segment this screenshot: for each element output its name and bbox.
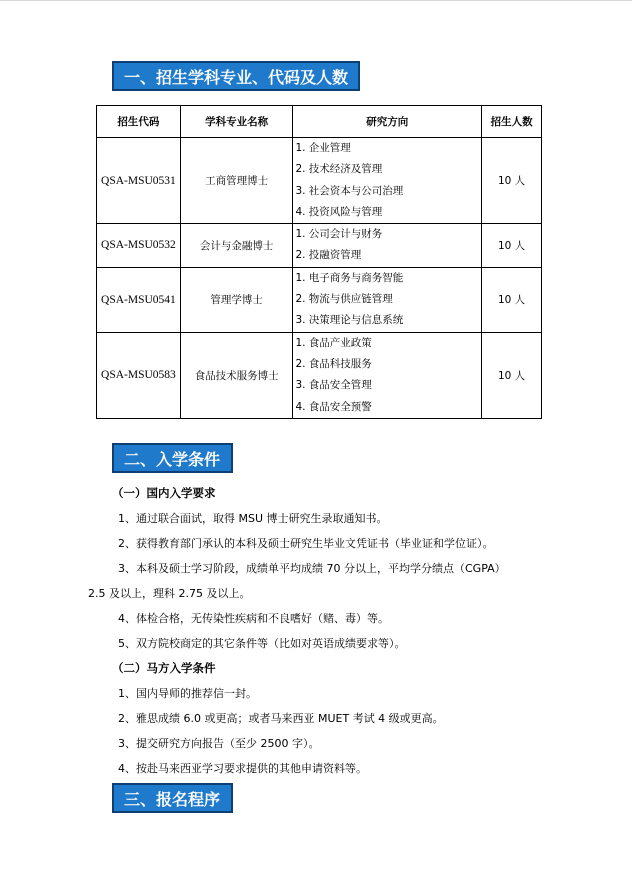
- program-name: 食品技术服务博士: [180, 332, 293, 418]
- direction-item: 2. 投融资管理: [295, 249, 362, 262]
- program-count: 10 人: [482, 224, 542, 268]
- direction-item: 1. 企业管理: [295, 142, 351, 154]
- program-name: 管理学博士: [180, 267, 293, 332]
- requirement-item: 4、按赴马来西亚学习要求提供的其他申请资料等。: [118, 762, 367, 775]
- table-row: [97, 267, 542, 332]
- direction-item: 2. 物流与供应链管理: [295, 293, 393, 306]
- program-directions: [293, 267, 482, 332]
- domestic-requirements-heading: （一）国内入学要求: [112, 486, 216, 500]
- direction-item: 1. 公司会计与财务: [295, 228, 383, 241]
- direction-item: 3. 社会资本与公司治理: [295, 184, 404, 197]
- program-directions: [293, 224, 482, 268]
- direction-item: 3. 食品安全管理: [295, 379, 372, 392]
- direction-item: 2. 技术经济及管理: [295, 163, 383, 176]
- header-name: 学科专业名称: [180, 106, 293, 138]
- section-header-admission: 二、入学条件: [112, 443, 233, 473]
- program-count: 10 人: [482, 332, 542, 418]
- program-code: QSA-MSU0532: [97, 224, 181, 268]
- direction-item: 1. 电子商务与商务智能: [295, 271, 404, 284]
- malaysia-requirements-heading: （二）马方入学条件: [112, 661, 216, 675]
- program-name: 工商管理博士: [180, 138, 293, 224]
- requirement-item: 1、国内导师的推荐信一封。: [118, 687, 257, 700]
- table-header-row: [97, 106, 542, 138]
- program-code: QSA-MSU0531: [97, 138, 181, 224]
- header-count: 招生人数: [482, 106, 542, 138]
- requirement-item: 3、本科及硕士学习阶段，成绩单平均成绩 70 分以上，平均学分绩点（CGPA）: [118, 562, 506, 575]
- direction-item: 1. 食品产业政策: [295, 336, 372, 349]
- page-top-border: [0, 0, 632, 1]
- table-row: [97, 224, 542, 268]
- requirement-item: 5、双方院校商定的其它条件等（比如对英语成绩要求等）。: [118, 637, 406, 650]
- requirement-item: 2、雅思成绩 6.0 或更高；或者马来西亚 MUET 考试 4 级或更高。: [118, 712, 444, 725]
- requirement-item: 3、提交研究方向报告（至少 2500 字）。: [118, 737, 320, 750]
- program-directions: [293, 332, 482, 418]
- direction-item: 4. 投资风险与管理: [295, 205, 383, 218]
- section-header-programs: 一、招生学科专业、代码及人数: [112, 61, 360, 91]
- requirement-item: 4、体检合格，无传染性疾病和不良嗜好（赌、毒）等。: [118, 612, 389, 625]
- table-row: [97, 138, 542, 224]
- program-directions: [293, 138, 482, 224]
- program-name: 会计与金融博士: [180, 224, 293, 268]
- requirement-item-continued: 2.5 及以上，理科 2.75 及以上。: [88, 587, 251, 600]
- programs-table: [96, 105, 542, 419]
- header-code: 招生代码: [97, 106, 181, 138]
- table-row: [97, 332, 542, 418]
- requirement-item: 1、通过联合面试，取得 MSU 博士研究生录取通知书。: [118, 512, 388, 525]
- program-code: QSA-MSU0541: [97, 267, 181, 332]
- program-count: 10 人: [482, 267, 542, 332]
- program-code: QSA-MSU0583: [97, 332, 181, 418]
- direction-item: 4. 食品安全预警: [295, 400, 372, 413]
- direction-item: 2. 食品科技服务: [295, 357, 372, 370]
- requirement-item: 2、获得教育部门承认的本科及硕士研究生毕业文凭证书（毕业证和学位证）。: [118, 537, 494, 550]
- direction-item: 3. 决策理论与信息系统: [295, 314, 404, 327]
- header-directions: 研究方向: [293, 106, 482, 138]
- section-header-registration: 三、报名程序: [112, 783, 233, 813]
- program-count: 10 人: [482, 138, 542, 224]
